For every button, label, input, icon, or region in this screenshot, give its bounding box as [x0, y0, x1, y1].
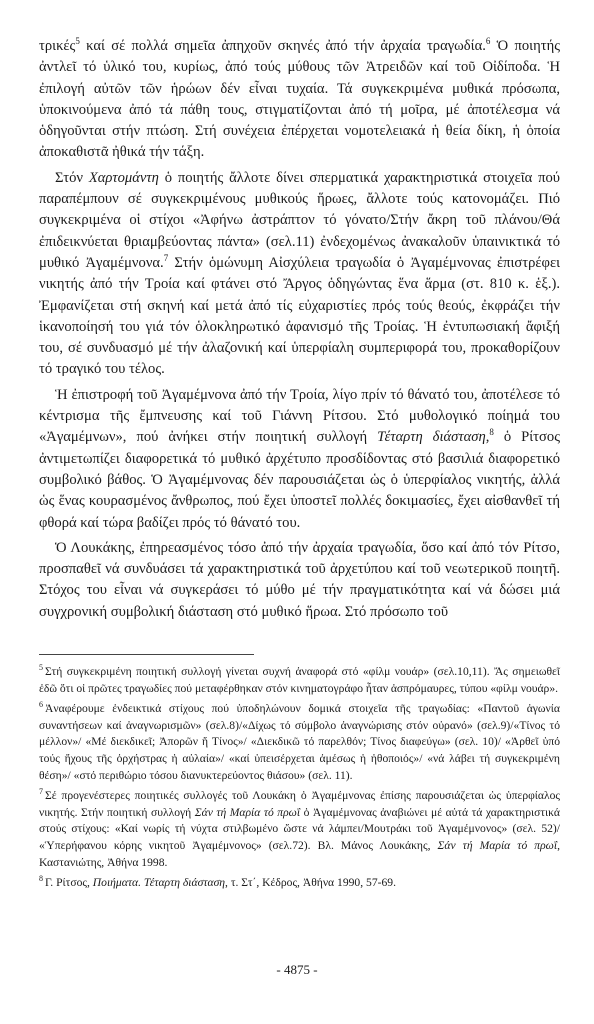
text-run: , Καστανιώτης, Ἀθήνα 1998. — [39, 838, 560, 869]
paragraph — [39, 36, 560, 164]
text-run: Στήν ὁμώνυμη Αἰσχύλεια τραγωδία ὁ Ἀγαμέμνονας ἐπιστρέφει νικητής ἀπό τήν Τροία καί φτάνει στό Ἄργος ὁδηγώντας ἕνα ἅρμα (στ. 810 κ. ἑξ.). Ἐμφανίζεται στή σκηνή καί μετά ἀπό τίς εὐχαριστίες πρός τούς θεούς, ἐκφράζει τήν ἱκανοποίησή του γιά τόν ὁλοκληρωτικό ἀφανισμό τῆς Τροίας. Ἡ ἐντυπωσιακή ἄφιξή του, σέ συνδυασμό μέ τήν ἀλαζονική καί ὑπερφίαλη συμπεριφορά του, προκαθορίζουν τό τραγικό του τέλος. — [39, 254, 560, 378]
text-run: Ἡ ἐπιστροφή τοῦ Ἀγαμέμνονα ἀπό τήν Τροία, λίγο πρίν τό θάνατό του, ἀποτέλεσε τό κέντρισμα τῆς ἔμπνευσης καί τοῦ Γιάννη Ρίτσου. Στό μυθολογικό ποίημά του «Ἀγαμέμνων», πού ἀνήκει στήν ποιητική συλλογή — [39, 386, 560, 446]
footnote — [39, 701, 560, 784]
page-number: - 4875 - — [276, 962, 318, 977]
footnote — [39, 664, 560, 697]
text-run: Στόν — [55, 169, 89, 186]
body-text — [39, 36, 560, 623]
footnote-number: 8 — [39, 874, 43, 884]
text-run: , τ. Στ΄, Κέδρος, Ἀθήνα 1990, 57-69. — [225, 876, 396, 890]
footnote-reference: 8 — [489, 427, 494, 438]
text-run: , — [485, 429, 490, 446]
footnotes — [39, 664, 560, 892]
text-run: ὁ ποιητής ἄλλοτε δίνει σπερματικά χαρακτηριστικά στοιχεῖα πού παραπέμπουν σέ συγκεκριμένους μυθικούς ἥρωες, ἄλλοτε τούς κατονομάζει. Πιό συγκεκριμένα οἱ στίχοι «Ἀφήνω ἀστράπτον τό γόνατο/Στήν ἄκρη τοῦ πλάνου/Θά ἐπιδεικνύεται θριαμβεύοντας πάντα» (σελ.11) ἐνδεχομένως ἀνακαλοῦν ὑπαινικτικά τό μυθικό Ἀγαμέμνονα. — [39, 169, 560, 271]
text-run: ὁ Ρίτσος ἀντιμετωπίζει διαφορετικά τό μυθικό ἀρχέτυπο προσδίδοντας στό βασιλιά διαφορετικό συμβολικό βάθος. Ὁ Ἀγαμέμνονας δέν παρουσιάζεται ὡς ὁ ὑπερφίαλος νικητής, ἀλλά ὡς ἕνας κουρασμένος ἄνθρωπος, πού ἔχει ὑποστεῖ πολλές δοκιμασίες, ἔχει αἰσθανθεῖ τή φθορά καί τώρα βαδίζει πρός τό θάνατό του. — [39, 429, 560, 531]
text-run: Ἀναφέρουμε ἐνδεικτικά στίχους πού ὑποδηλώνουν δομικά στοιχεῖα τῆς τραγωδίας: «Παντοῦ ἀγωνία συναντήσεων καί ἀναγνωρισμῶν» (σελ.8)/«Δίχως τό σύμβολο ἀναγνώρισης στόν οὐρανό» (σελ.9)/«Τίνος τό μέλλον»/ «Μέ διεκδικεῖ; Ἀπορῶν ἤ Τίνος»/ «Διεκδικῶ τό παρελθόν; Τίνος διαφεύγω» (σελ. 10)/ «Ἀρθεῖ ὑπό τούς ἤχους τῆς ὀρχήστρας ἡ αὐλαία»/ «καί ὑπεισέρχεται ἀμέσως ἡ ἠθοποιός»/ «νά λάβει τή συγκεκριμένη θέση»/ «στό περιθώριο τόσου διανυκτερεύοντος θιάσου» (σελ. 11). — [39, 702, 560, 782]
page-content — [39, 36, 560, 896]
text-run: Γ. Ρίτσος, — [45, 876, 93, 890]
footnote-number: 6 — [39, 700, 43, 710]
footnote-number: 5 — [39, 663, 43, 673]
italic-title: Ποιήματα. Τέταρτη διάσταση — [92, 876, 226, 890]
text-run: Σέ προγενέστερες ποιητικές συλλογές τοῦ Λουκάκη ὁ Ἀγαμέμνονας ἐπίσης παρουσιάζεται ὡς ὑπερφίαλος νικητής. Στήν ποιητική συλλογή — [39, 789, 560, 819]
footnote-reference: 7 — [163, 253, 169, 264]
paragraph — [39, 385, 560, 534]
footnote-reference: 5 — [75, 36, 80, 47]
footnote-separator — [39, 654, 254, 655]
paragraph — [39, 538, 560, 623]
italic-title: Σάν τή Μαρία τό πρωΐ — [437, 838, 558, 852]
italic-title: Τέταρτη διάσταση — [377, 429, 486, 446]
italic-title: Χαρτομάντη — [88, 169, 159, 186]
text-run: ὁ Ἀγαμέμνονας ἀναβιώνει μέ αὐτά τά χαρακτηριστικά στούς στίχους: «Καί νωρίς τή νύχτα στιλβωμένο ὥστε νά λάμπει/Μουτράκι τοῦ Ἀγαμέμνονος» (σελ. 52)/ «Ὑπερήφανου κόρης νικητοῦ Ἀγαμέμνονος» (σελ.72). Βλ. Μάνος Λουκάκης, — [39, 805, 560, 852]
text-run: τρικές — [39, 38, 76, 54]
paragraph — [39, 168, 560, 381]
text-run: Ὁ Λουκάκης, ἐπηρεασμένος τόσο ἀπό τήν ἀρχαία τραγωδία, ὅσο καί ἀπό τόν Ρίτσο, προσπαθεῖ νά συνδυάσει τά χαρακτηριστικά τοῦ ἀρχετύπου καί τοῦ νεωτερικοῦ ποιητῆ. Στόχος του εἶναι νά συγκεράσει τό μύθο μέ τήν πραγματικότητα καί νά δώσει μιά συγχρονική συμβολική διάσταση στό μυθικό ἥρωα. Στό πρόσωπο τοῦ — [39, 539, 560, 620]
footnote-number: 7 — [39, 787, 43, 797]
footnote — [39, 788, 560, 871]
text-run: καί σέ πολλά σημεῖα ἀπηχοῦν σκηνές ἀπό τήν ἀρχαία τραγωδία. — [79, 38, 486, 54]
footnote — [39, 875, 560, 892]
text-run: Στή συγκεκριμένη ποιητική συλλογή γίνεται συχνή ἀναφορά στό «φίλμ νουάρ» (σελ.10,11). Ἄς σημειωθεῖ ἐδῶ ὅτι οἱ πρῶτες τραγωδίες πού μεταφέρθηκαν στόν κινηματογράφο ἦταν ἀσπρόμαυρες, τύπου «φίλμ νουάρ». — [39, 665, 560, 695]
text-run: Ὁ ποιητής ἀντλεῖ τό ὑλικό του, κυρίως, ἀπό τούς μύθους τῶν Ἀτρειδῶν καί τοῦ Οἰδίποδα. Ἡ ἐπιλογή αὐτῶν τῶν ἡρώων δέν εἶναι τυχαία. Τά συγκεκριμένα μυθικά πρόσωπα, ὑποκινούμενα ἀπό τά πάθη τους, στιγματίζονται ἀπό τή μοῖρα, μέ ἀποτέλεσμα νά ὁδηγοῦνται στήν πτώση. Στή συνέχεια ἐπέρχεται νομοτελειακά ἡ θεία δίκη, ἡ ὁποία ἀποκαθιστᾶ ἠθικά τήν τάξη. — [39, 38, 560, 161]
italic-title: Σάν τή Μαρία τό πρωΐ — [194, 805, 301, 819]
footnote-reference: 6 — [485, 36, 491, 47]
